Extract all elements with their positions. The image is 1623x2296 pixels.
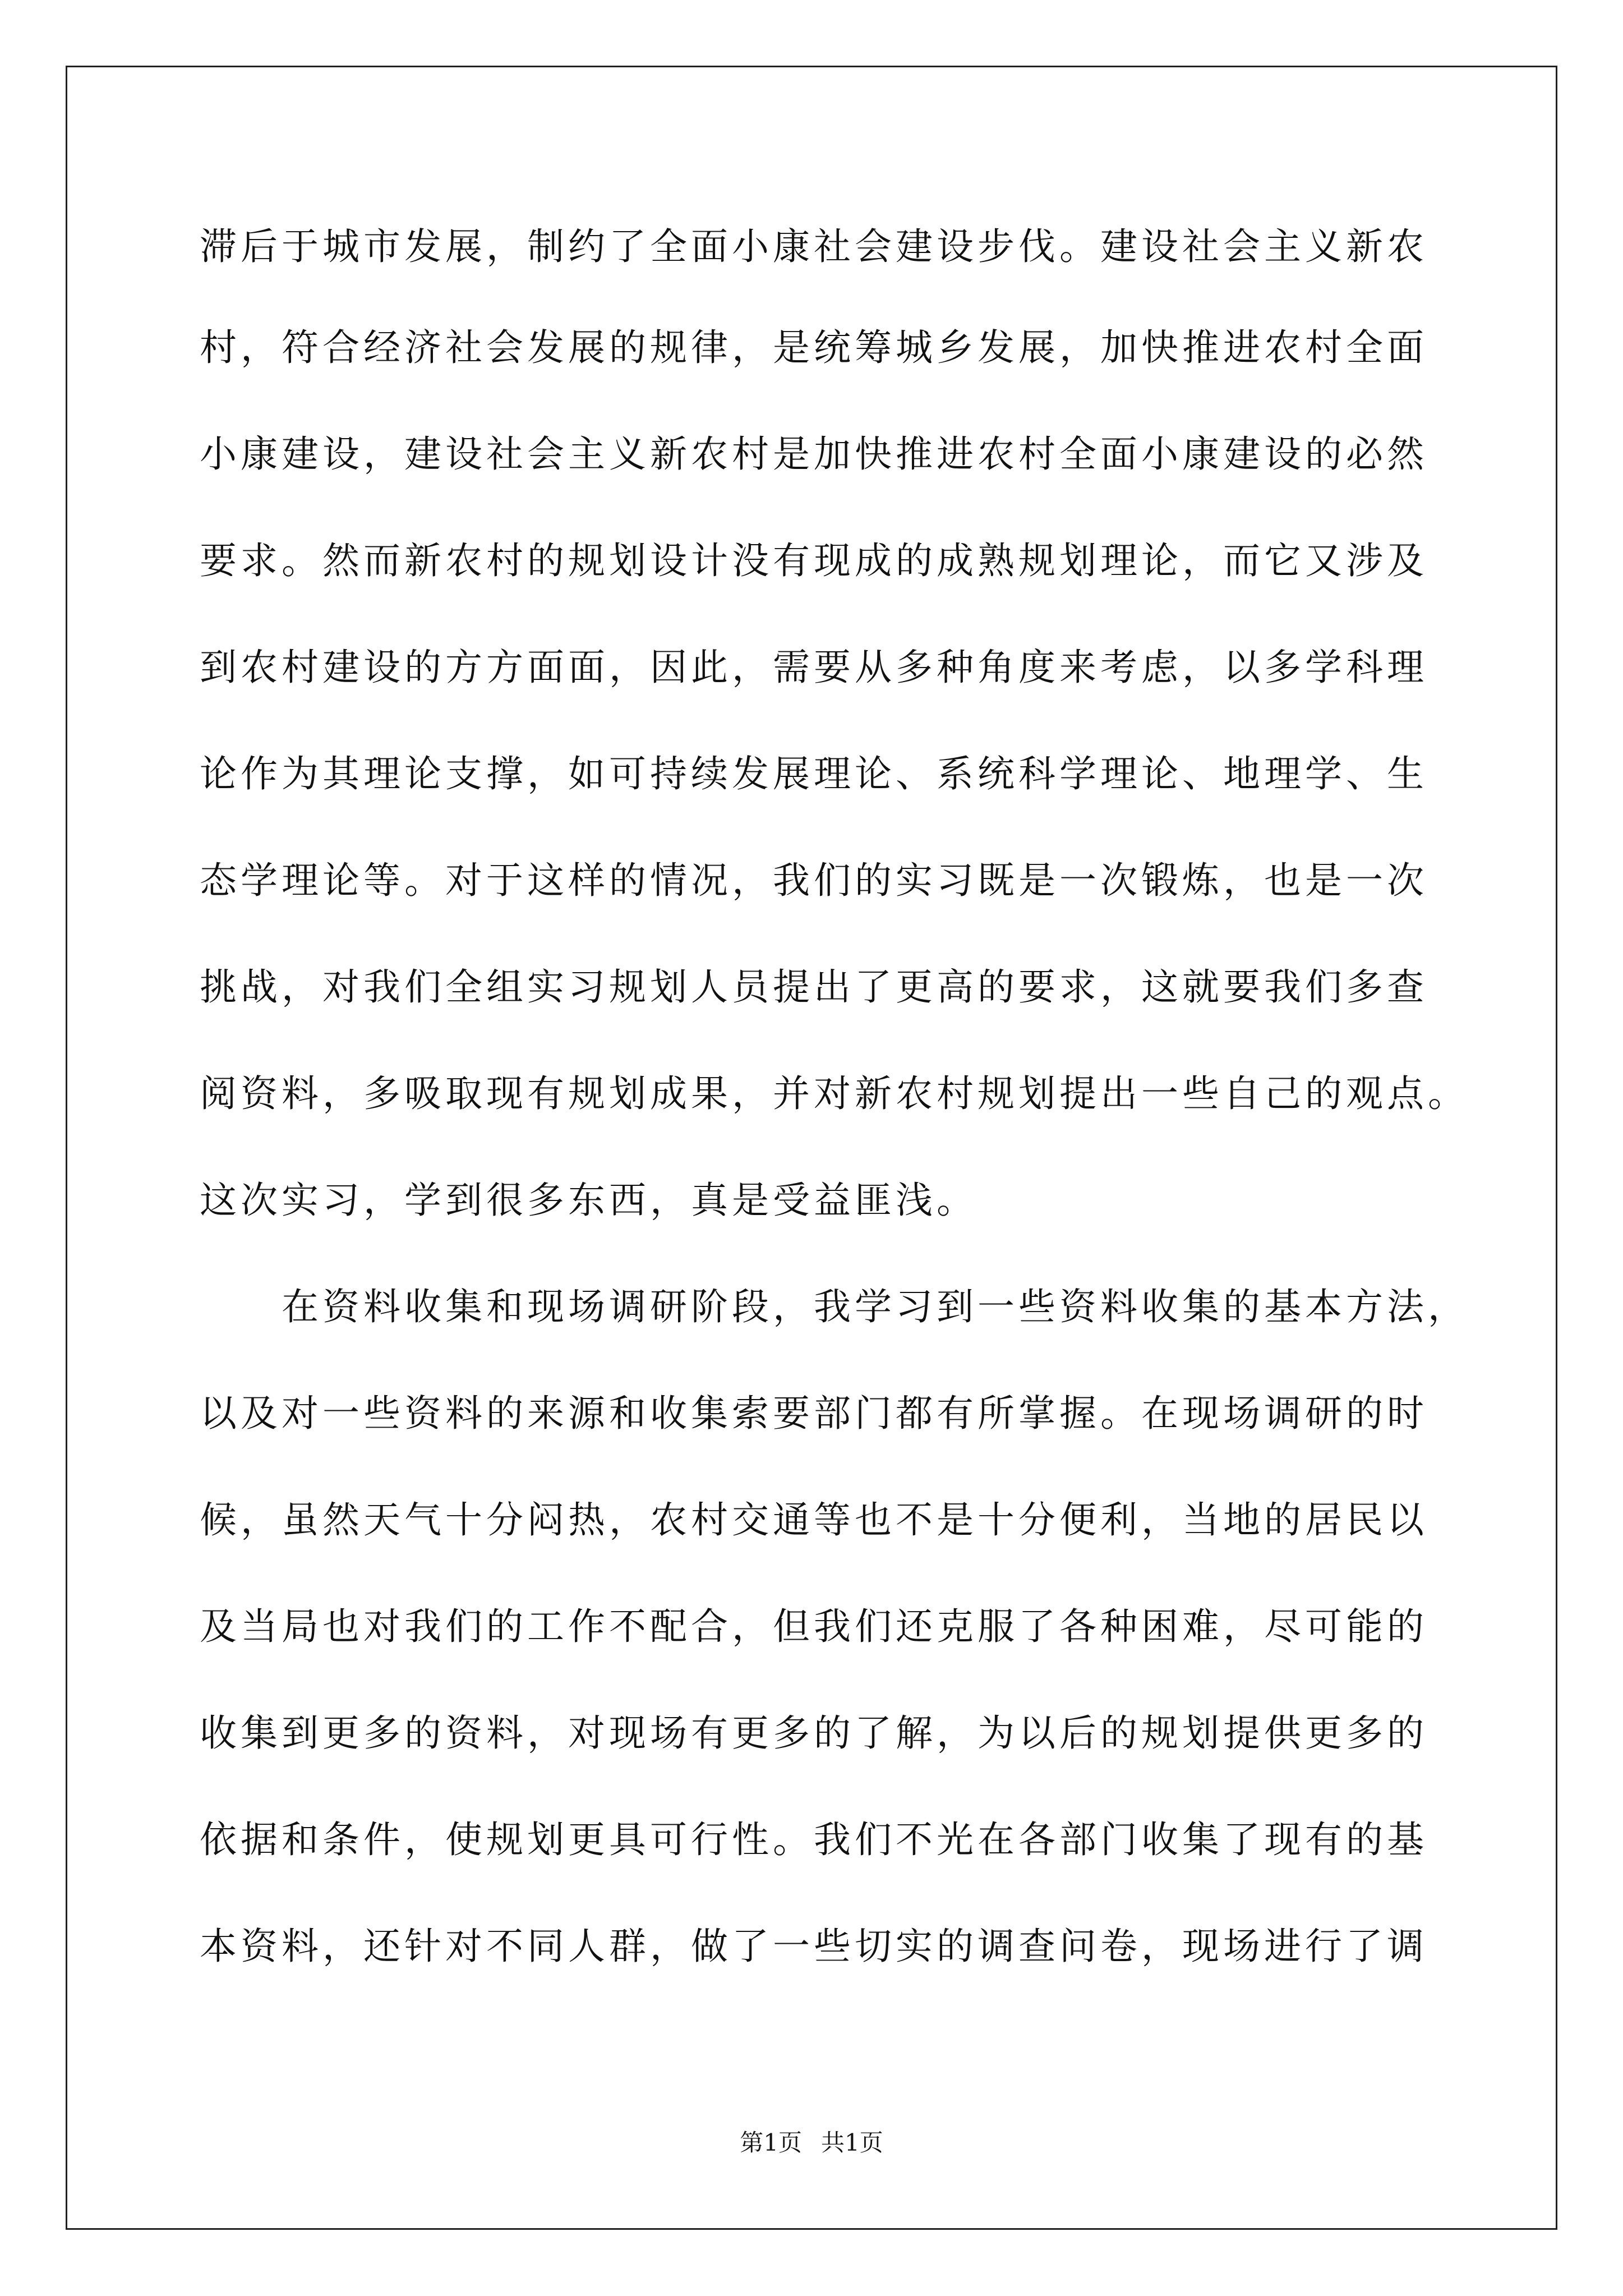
- page-border: [66, 66, 1557, 2230]
- body-line-15: 收集到更多的资料，对现场有更多的了解，为以后的规划提供更多的: [200, 1711, 1428, 1755]
- body-line-8: 挑战，对我们全组实习规划人员提出了更高的要求，这就要我们多查: [200, 965, 1428, 1009]
- body-line-1: 滞后于城市发展，制约了全面小康社会建设步伐。建设社会主义新农: [200, 225, 1428, 268]
- body-line-10: 这次实习，学到很多东西，真是受益匪浅。: [200, 1179, 978, 1222]
- body-line-16: 依据和条件，使规划更具可行性。我们不光在各部门收集了现有的基: [200, 1818, 1428, 1861]
- body-line-13: 候，虽然天气十分闷热，农村交通等也不是十分便利，当地的居民以: [200, 1498, 1428, 1542]
- body-line-17: 本资料，还针对不同人群，做了一些切实的调查问卷，现场进行了调: [200, 1925, 1428, 1968]
- body-line-4: 要求。然而新农村的规划设计没有现成的成熟规划理论，而它又涉及: [200, 539, 1428, 582]
- body-line-3: 小康建设，建设社会主义新农村是加快推进农村全面小康建设的必然: [200, 432, 1428, 476]
- page-total: 共1页: [821, 2129, 883, 2156]
- body-line-2: 村，符合经济社会发展的规律，是统筹城乡发展，加快推进农村全面: [200, 326, 1428, 369]
- page-number: 第1页: [740, 2129, 802, 2156]
- body-line-6: 论作为其理论支撑，如可持续发展理论、系统科学理论、地理学、生: [200, 752, 1428, 795]
- body-line-12: 以及对一些资料的来源和收集索要部门都有所掌握。在现场调研的时: [200, 1392, 1428, 1435]
- body-line-11: 在资料收集和现场调研阶段，我学习到一些资料收集的基本方法，: [200, 1285, 1469, 1328]
- body-line-14: 及当局也对我们的工作不配合，但我们还克服了各种困难，尽可能的: [200, 1605, 1428, 1648]
- body-line-7: 态学理论等。对于这样的情况，我们的实习既是一次锻炼，也是一次: [200, 859, 1428, 902]
- page-footer: [0, 2126, 1623, 2160]
- body-line-5: 到农村建设的方方面面，因此，需要从多种角度来考虑，以多学科理: [200, 646, 1428, 689]
- body-line-9: 阅资料，多吸取现有规划成果，并对新农村规划提出一些自己的观点。: [200, 1072, 1469, 1115]
